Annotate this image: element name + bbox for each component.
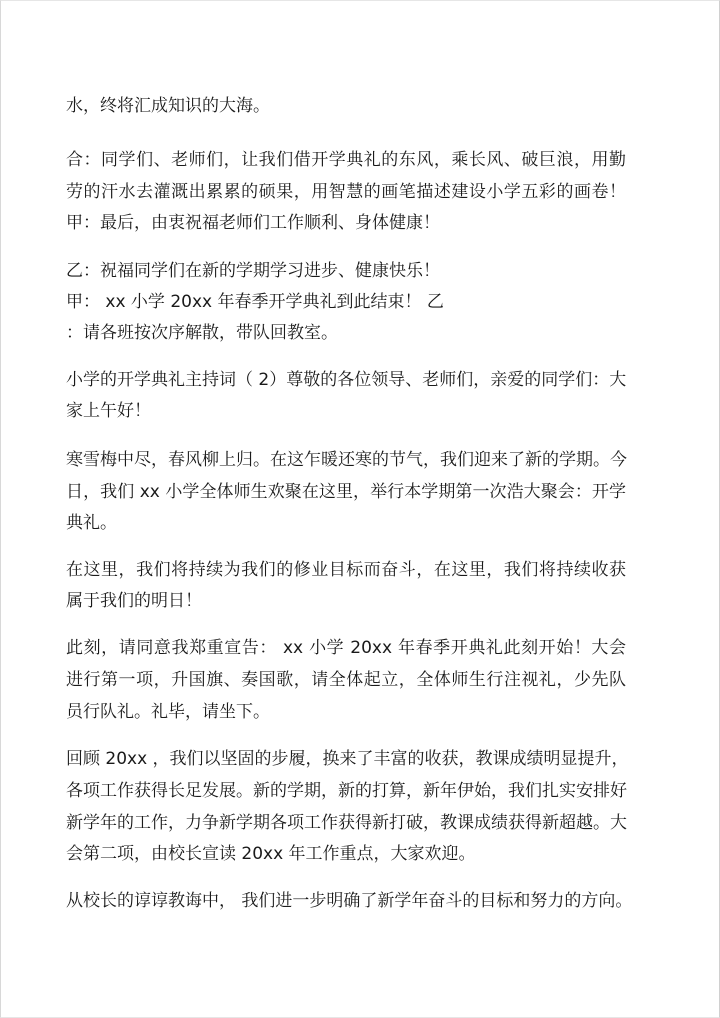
text-line: 典礼。: [66, 513, 117, 533]
text-line: 新学年的工作，力争新学期各项工作获得新打破，教课成绩获得新超越。大: [66, 813, 627, 833]
text-line: 家上午好！: [66, 401, 151, 421]
text-line: 甲：最后，由衷祝福老师们工作顺利、身体健康！: [66, 213, 440, 233]
text-line: 小学的开学典礼主持词（ 2）尊敬的各位领导、老师们，亲爱的同学们：大: [66, 370, 627, 390]
text-line: 劳的汗水去灌溉出累累的硕果，用智慧的画笔描述建设小学五彩的画卷！: [66, 182, 626, 202]
text-line: 在这里，我们将持续为我们的修业目标而奋斗，在这里，我们将持续收获: [66, 560, 626, 580]
text-line: 回顾 20xx ，我们以坚固的步履，换来了丰富的收获，教课成绩明显提升，: [66, 749, 629, 769]
text-line: 水，终将汇成知识的大海。: [66, 96, 270, 116]
text-line: 甲： xx 小学 20xx 年春季开学典礼到此结束！ 乙: [66, 292, 444, 312]
text-line: 合：同学们、老师们，让我们借开学典礼的东风，乘长风、破巨浪，用勤: [66, 150, 626, 170]
text-line: 各项工作获得长足发展。新的学期，新的打算，新年伊始，我们扎实安排好: [66, 781, 627, 801]
text-line: 会第二项，由校长宣读 20xx 年工作重点，大家欢迎。: [66, 844, 476, 864]
text-line: ：请各班按次序解散，带队回教室。: [66, 323, 338, 343]
text-line: 日，我们 xx 小学全体师生欢聚在这里，举行本学期第一次浩大聚会：开学: [66, 482, 626, 502]
text-line: 属于我们的明日！: [66, 591, 202, 611]
text-line: 进行第一项，升国旗、奏国歌，请全体起立，全体师生行注视礼，少先队: [66, 670, 626, 690]
text-line: 从校长的谆谆教诲中， 我们进一步明确了新学年奋斗的目标和努力的方向。: [66, 891, 633, 911]
text-line: 此刻，请同意我郑重宣告： xx 小学 20xx 年春季开典礼此刻开始！大会: [66, 638, 626, 658]
text-line: 寒雪梅中尽，春风柳上归。在这乍暖还寒的节气，我们迎来了新的学期。今: [66, 450, 627, 470]
text-line: 员行队礼。礼毕，请坐下。: [66, 702, 270, 722]
text-line: 乙：祝福同学们在新的学期学习进步、健康快乐！: [66, 261, 440, 281]
